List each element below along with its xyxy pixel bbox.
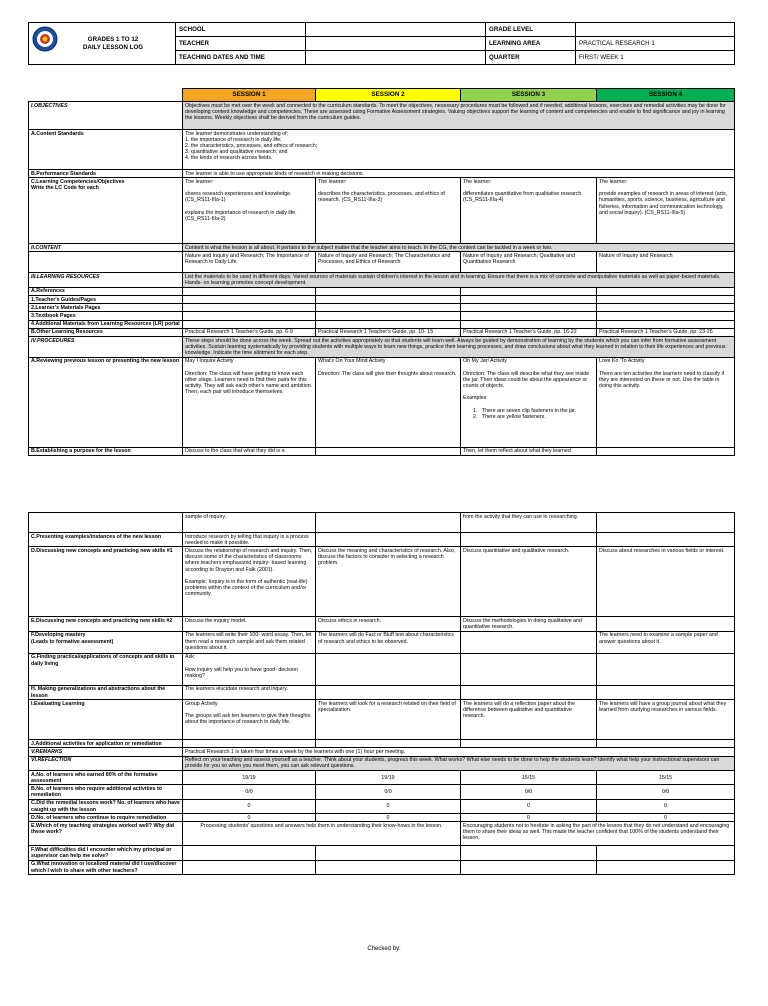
- content-session-3: Nature of Inquiry and Research; Qualitative and Quantitative Research: [461, 252, 597, 273]
- activity-text: Examples:: [463, 395, 488, 402]
- other-resources-session-3: Practical Research 1 Teacher's Guide, pp. 16-22: [461, 328, 597, 336]
- example-item: 2. There are yellow fasteners.: [473, 413, 546, 420]
- lesson-log-table-page-2: [28, 512, 735, 875]
- content-session-4: Nature of Inquiry and Research: [597, 252, 735, 273]
- content-standards-item: 2. the characteristics, processes, and ethics of research;: [185, 142, 318, 149]
- empty-cell: [316, 320, 461, 328]
- empty-cell: [461, 740, 597, 748]
- competencies-session-2: [316, 178, 461, 244]
- checked-by-label: Checked by:: [367, 946, 401, 952]
- remarks-row: [29, 748, 735, 756]
- reflection-d-session-4: 0: [597, 814, 735, 822]
- strategies-session-3-4: Encouraging students not to hesitate in asking the part of the lesson that they do not understand and encouraging them to share their ideas as well. This made the teacher confident that 100% of the students understand their lesson.: [461, 822, 735, 846]
- empty-cell: [183, 846, 316, 860]
- mastery-title: F.Developing mastery: [31, 632, 86, 639]
- competency-text: The learner:: [599, 178, 628, 185]
- empty-cell: [597, 617, 735, 631]
- activity-title: What's On Your Mind Activity: [318, 358, 386, 365]
- empty-cell: [461, 312, 597, 320]
- reflection-label: VI.REFLECTION: [29, 756, 183, 770]
- purpose-continued-session-3: from the activity that they can use in researching.: [461, 513, 597, 533]
- evaluating-session-2: The learners will look for a research related on their field of specialization.: [316, 700, 461, 740]
- discuss-2-session-1: Discuss the inquiry model.: [183, 617, 316, 631]
- examples-session-1: Introduce research by telling that inquiry is a process needed to make it possible.: [183, 533, 316, 547]
- learners-materials-row: [29, 304, 735, 312]
- strategies-label: E.Which of my teaching strategies worked well? Why did these work?: [29, 822, 183, 846]
- objectives-text: Objectives must be met over the week and connected to the curriculum standards. To meet the objectives, necessary procedures must be followed and if needed, additional lessons, exercises and remedial activities may be done for developing content knowledge and competencies. These are assessed using Formative Assessment strategies. Valuing objectives support the learning of content and competencies and enable to find significance and joy in learning the lessons. Weekly objectives shall be derived from the curriculum guides.: [183, 102, 735, 130]
- header-title-line-1: GRADES 1 TO 12: [87, 35, 139, 43]
- procedures-row: [29, 337, 735, 358]
- additional-activities-row: [29, 740, 735, 748]
- reflection-a-session-2: 19/19: [316, 771, 461, 785]
- content-topics-blank: [29, 252, 183, 273]
- performance-standards-row: [29, 170, 735, 178]
- empty-cell: [461, 287, 597, 295]
- reflection-b-label: B.No. of learners who require additional activities to remediation: [29, 785, 183, 799]
- content-standards-row: [29, 130, 735, 170]
- purpose-session-2: [316, 447, 461, 455]
- grade-level-label: GRADE LEVEL: [486, 23, 576, 37]
- empty-cell: [183, 304, 316, 312]
- empty-cell: [183, 860, 316, 874]
- empty-cell: [597, 312, 735, 320]
- purpose-row: [29, 447, 735, 455]
- reflection-row: [29, 756, 735, 770]
- purpose-session-1: Discuss to the class that what they did is a: [183, 447, 316, 455]
- lesson-log-table-page-1: [28, 88, 735, 456]
- other-resources-label: B.Other Learning Resources: [29, 328, 183, 336]
- evaluating-label: I.Evaluating Learning: [29, 700, 183, 740]
- activity-text: Direction: The class will describe what they see inside the jar. Their ideas could be about the appearance or counts of objects.: [463, 370, 590, 389]
- performance-standards-label: B.Performance Standards: [29, 170, 183, 178]
- purpose-continued-session-1: sample of inquiry.: [183, 513, 316, 533]
- evaluating-session-4: The learners will have a group journal about what they learned from studying researches in various fields.: [597, 700, 735, 740]
- empty-cell: [183, 296, 316, 304]
- content-session-2: Nature of Inquiry and Research; The Characteristics and Processes, and Ethics of Research: [316, 252, 461, 273]
- learners-materials-label: 2.Learner's Materials Pages: [29, 304, 183, 312]
- reflection-c-session-3: 0: [461, 799, 597, 813]
- content-session-1: Nature and Inquiry and Research; The Importance of Research in Daily Life: [183, 252, 316, 273]
- reviewing-session-1: [183, 357, 316, 447]
- empty-cell: [316, 685, 461, 699]
- evaluating-row: [29, 700, 735, 740]
- grade-level-value: [576, 23, 735, 37]
- mastery-session-2: The learners will do Fact or Bluff test about characteristics of research and ethics to be observed.: [316, 631, 461, 653]
- empty-cell: [316, 846, 461, 860]
- empty-cell: [316, 860, 461, 874]
- empty-cell: [183, 312, 316, 320]
- header-table: [28, 22, 735, 65]
- reflection-a-session-3: 15/15: [461, 771, 597, 785]
- empty-cell: [461, 653, 597, 685]
- example-text: There are seven clip fasteners in the jar.: [481, 407, 577, 414]
- competency-text: shares research experiences and knowledge. (CS_RS11-IIIa-1): [185, 191, 292, 204]
- learning-resources-label: III.LEARNING RESOURCES: [29, 273, 183, 287]
- school-label: SCHOOL: [176, 23, 306, 37]
- procedures-label: IV.PROCEDURES: [29, 337, 183, 358]
- session-header-blank: [29, 89, 183, 102]
- reflection-c-label: C.Did the remedial lessons work? No. of learners who have caught up with the lesson: [29, 799, 183, 813]
- header-title-cell: [29, 23, 176, 65]
- reflection-d-row: [29, 814, 735, 822]
- empty-cell: [461, 304, 597, 312]
- teachers-guide-label: 1.Teacher's Guides/Pages: [29, 296, 183, 304]
- references-label: A.References: [29, 287, 183, 295]
- objectives-label: I.OBJECTIVES: [29, 102, 183, 130]
- activity-title: Oh My Jar! Activity: [463, 358, 507, 365]
- teacher-label: TEACHER: [176, 37, 306, 51]
- evaluating-session-3: The learners will do a reflection paper about the difference between qualitative and quantitative research.: [461, 700, 597, 740]
- evaluating-session-1: [183, 700, 316, 740]
- content-topics-row: [29, 252, 735, 273]
- competencies-subtitle: Write the LC Code for each: [31, 184, 99, 191]
- school-value: [306, 23, 486, 37]
- activity-title: May I Inquire Activity: [185, 358, 234, 365]
- examples-row: [29, 533, 735, 547]
- applications-session-1: [183, 653, 316, 685]
- purpose-session-4: [597, 447, 735, 455]
- teaching-dates-value: [306, 51, 486, 65]
- empty-cell: [461, 846, 597, 860]
- competencies-session-1: [183, 178, 316, 244]
- teaching-dates-label: TEACHING DATES AND TIME: [176, 51, 306, 65]
- reflection-text: Reflect on your teaching and assess yourself as a teacher. Think about your students, progress this week. What works? What else needs to be done to help the students learn? Identify what help your instructional supervisors can provide for you so when you meet them, you can ask relevant questions.: [183, 756, 735, 770]
- empty-cell: [461, 685, 597, 699]
- difficulties-label: F.What difficulties did I encounter which my principal or supervisor can help me solve?: [29, 846, 183, 860]
- reviewing-session-2: [316, 357, 461, 447]
- empty-cell: [597, 533, 735, 547]
- empty-cell: [316, 296, 461, 304]
- content-row: [29, 244, 735, 252]
- empty-cell: [316, 653, 461, 685]
- learning-resources-row: [29, 273, 735, 287]
- other-resources-row: [29, 328, 735, 336]
- quarter-value: FIRST/ WEEK 1: [576, 51, 735, 65]
- empty-cell: [461, 860, 597, 874]
- competencies-session-3: [461, 178, 597, 244]
- mastery-subtitle: (Leads to formative assessment): [31, 638, 114, 645]
- activity-text: There are ten activities the learners need to classify if they are interested on these or not. Use the table in doing this activity.: [599, 370, 725, 389]
- mastery-label: [29, 631, 183, 653]
- other-resources-session-4: Practical Research 1 Teacher's Guide, pp. 23-26: [597, 328, 735, 336]
- empty-cell: [461, 533, 597, 547]
- session-4-header: SESSION 4: [597, 89, 735, 102]
- mastery-session-4: The learners need to examine a sample paper and answer questions about it.: [597, 631, 735, 653]
- strategies-session-1-2: Processing students' questions and answers help them in understanding their know-hows in the lesson.: [183, 822, 461, 846]
- strategies-row: [29, 822, 735, 846]
- competencies-session-4: [597, 178, 735, 244]
- competency-text: describes the characteristics, processes, and ethics of research. (CS_RS11-IIIa-3): [318, 191, 445, 204]
- discuss-2-session-3: Discuss the methodologies in doing qualitative and quantitative research.: [461, 617, 597, 631]
- reviewing-row: [29, 357, 735, 447]
- generalizations-row: [29, 685, 735, 699]
- reflection-b-session-3: 0/0: [461, 785, 597, 799]
- applications-text: Ask:: [185, 654, 196, 661]
- textbook-pages-label: 3.Textbook Pages: [29, 312, 183, 320]
- header-title-line-2: DAILY LESSON LOG: [82, 43, 144, 51]
- other-resources-session-1: Practical Research 1 Teacher's Guide, pp. 6-9: [183, 328, 316, 336]
- discuss-1-session-1: [183, 547, 316, 617]
- empty-cell: [597, 860, 735, 874]
- examples-label: C.Presenting examples/instances of the new lesson: [29, 533, 183, 547]
- empty-cell: [461, 631, 597, 653]
- procedures-text: These steps should be done across the week. Spread out the activities appropriately so that students will learn well. Always be guided by demonstration of learning by the students which you can infer from formative assessment activities. Sustain learning systematically by providing students with multiple ways to learn new things, practice their learning processes, and draw conclusions about what they learned in relation to their life experiences and previous knowledge. Indicate the time allotment for each step.: [183, 337, 735, 358]
- reflection-b-session-2: 0/0: [316, 785, 461, 799]
- reviewing-session-4: [597, 357, 735, 447]
- session-header-row: [29, 89, 735, 102]
- learning-area-label: LEARNING AREA: [486, 37, 576, 51]
- discuss-1-session-4: Discuss about researches in various fields or interest.: [597, 547, 735, 617]
- example-text: There are yellow fasteners.: [481, 413, 546, 420]
- competencies-label: [29, 178, 183, 244]
- content-standards-item: 3. quantitative and qualitative research; and: [185, 149, 288, 156]
- evaluating-text: The groups will ask ten learners to give their thoughts about the importance of research in daily life.: [185, 713, 311, 726]
- performance-standards-text: The learner is able to use appropriate kinds of research in making decisions.: [183, 170, 735, 178]
- empty-cell: [597, 296, 735, 304]
- empty-cell: [461, 320, 597, 328]
- session-2-header: SESSION 2: [316, 89, 461, 102]
- innovation-row: [29, 860, 735, 874]
- reflection-d-label: D.No. of learners who continue to require remediation: [29, 814, 183, 822]
- applications-label: G.Finding practical/applications of concepts and skills in daily living: [29, 653, 183, 685]
- applications-row: [29, 653, 735, 685]
- discuss-2-row: [29, 617, 735, 631]
- evaluating-text: Group Activity: [185, 700, 218, 707]
- discuss-2-session-2: Discuss ethics in research.: [316, 617, 461, 631]
- content-standards-text: [183, 130, 735, 170]
- empty-cell: [597, 685, 735, 699]
- empty-cell: [316, 287, 461, 295]
- additional-materials-row: [29, 320, 735, 328]
- other-resources-session-2: Practical Research 1 Teacher's Guide, pp. 10- 15: [316, 328, 461, 336]
- empty-cell: [316, 533, 461, 547]
- competency-text: differentiates quantitative from qualitative research. (CS_RS11-IIIa-4): [463, 191, 583, 204]
- activity-title: Love Ko 'To Activity: [599, 358, 645, 365]
- content-text: Content is what the lesson is all about. It pertains to the subject matter that the teacher aims to teach. In the CG, the content can be tackled in a week or two.: [183, 244, 735, 252]
- reflection-a-row: [29, 771, 735, 785]
- discuss-1-session-2: Discuss the meaning and characteristics of research. Also, discuss the factors to consider in selecting a research problem.: [316, 547, 461, 617]
- content-label: II.CONTENT: [29, 244, 183, 252]
- applications-text: How inquiry will help you to have good- decision making?: [185, 666, 298, 679]
- reflection-a-session-4: 15/15: [597, 771, 735, 785]
- objectives-row: [29, 102, 735, 130]
- remarks-text: Practical Research 1 is taken four times a week by the learners with one (1) hour per meeting.: [183, 748, 735, 756]
- purpose-label: B.Establishing a purpose for the lesson: [29, 447, 183, 455]
- competency-text: provide examples of research in areas of interest (arts, humanities, sports, science, business, agriculture and fisheries, information and communication technology, and social inquiry). (CS_RS11-IIIa-5): [599, 191, 728, 216]
- empty-cell: [183, 740, 316, 748]
- discuss-1-row: [29, 547, 735, 617]
- difficulties-row: [29, 846, 735, 860]
- example-item: 1. There are seven clip fasteners in the jar.: [473, 407, 577, 414]
- discuss-1-session-3: Discuss quantitative and qualitative research.: [461, 547, 597, 617]
- discuss-text: Discuss the relationship of research and inquiry. Then, discuss some of the characteristics of classrooms where teachers emphasized inquiry- based learning according to Drayton and Falk (2001).: [185, 547, 313, 573]
- remarks-label: V.REMARKS: [29, 748, 183, 756]
- empty-cell: [316, 312, 461, 320]
- reflection-b-session-1: 0/0: [183, 785, 316, 799]
- teachers-guide-row: [29, 296, 735, 304]
- reflection-b-session-4: 0/0: [597, 785, 735, 799]
- session-3-header: SESSION 3: [461, 89, 597, 102]
- empty-cell: [316, 304, 461, 312]
- mastery-session-1: The learners will write their 100- word essay. Then, let them read a research sample and ask them related questions about it.: [183, 631, 316, 653]
- competencies-row: [29, 178, 735, 244]
- reflection-c-session-2: 0: [316, 799, 461, 813]
- quarter-label: QUARTER: [486, 51, 576, 65]
- activity-text: Direction: The class will have getting to know each other stage. Learners need to find their pairs for this activity. They will ask each other's name and ambition. Then, each pair will introduce themselves.: [185, 370, 313, 396]
- teacher-value: [306, 37, 486, 51]
- empty-cell: [316, 513, 461, 533]
- reviewing-label: A.Reviewing previous lesson or presenting the new lesson: [29, 357, 183, 447]
- discuss-1-label: D.Discussing new concepts and practicing new skills #1: [29, 547, 183, 617]
- competency-text: The learner:: [185, 178, 214, 185]
- learning-area-value: PRACTICAL RESEARCH 1: [576, 37, 735, 51]
- innovation-label: G.What innovation or localized material did I use/discover which I wish to share with other teachers?: [29, 860, 183, 874]
- purpose-session-3: Then, let them reflect about what they learned: [461, 447, 597, 455]
- reflection-c-session-4: 0: [597, 799, 735, 813]
- reflection-b-row: [29, 785, 735, 799]
- competency-text: The learner:: [318, 178, 347, 185]
- empty-cell: [597, 513, 735, 533]
- empty-cell: [597, 320, 735, 328]
- competencies-title: C.Learning Competencies/Objectives: [31, 178, 125, 185]
- content-standards-intro: The learner demonstrates understanding of:: [185, 130, 289, 137]
- empty-cell: [183, 320, 316, 328]
- competency-text: The learner:: [463, 178, 492, 185]
- content-standards-label: A.Content Standards: [29, 130, 183, 170]
- reflection-a-label: A.No. of learners who earned 80% of the formative assessment: [29, 771, 183, 785]
- competency-text: explains the importance of research in daily life. (CS_RS11-IIIa-2): [185, 209, 297, 222]
- deped-seal-icon: [32, 26, 58, 52]
- learning-resources-text: List the materials to be used in different days. Varied sources of materials sustain children's interest in the lesson and in learning. Ensure that there is a mix of concrete and manipulative materials as well as paper-based materials. Hands- on learning promotes concept development.: [183, 273, 735, 287]
- mastery-row: [29, 631, 735, 653]
- empty-cell: [597, 287, 735, 295]
- discuss-text: Example: Inquiry is in the form of authentic (real-life) problems within the context of the curriculum and/or community.: [185, 578, 308, 598]
- empty-cell: [597, 740, 735, 748]
- empty-cell: [597, 846, 735, 860]
- purpose-continued-blank: [29, 513, 183, 533]
- empty-cell: [316, 740, 461, 748]
- reflection-c-session-1: 0: [183, 799, 316, 813]
- empty-cell: [597, 653, 735, 685]
- reflection-d-session-3: 0: [461, 814, 597, 822]
- additional-materials-label: 4.Additional Materials from Learning Resources (LR) portal: [29, 320, 183, 328]
- generalizations-label: H. Making generalizations and abstractions about the lesson: [29, 685, 183, 699]
- session-1-header: SESSION 1: [183, 89, 316, 102]
- empty-cell: [597, 304, 735, 312]
- reflection-d-session-1: 0: [183, 814, 316, 822]
- discuss-2-label: E.Discussing new concepts and practicing new skills #2: [29, 617, 183, 631]
- reviewing-session-3: [461, 357, 597, 447]
- reflection-d-session-2: 0: [316, 814, 461, 822]
- reflection-a-session-1: 19/19: [183, 771, 316, 785]
- generalizations-session-1: The learners elucidate research and inquiry.: [183, 685, 316, 699]
- empty-cell: [183, 287, 316, 295]
- textbook-pages-row: [29, 312, 735, 320]
- additional-activities-label: J.Additional activities for application or remediation: [29, 740, 183, 748]
- content-standards-item: 1. the importance of research in daily life;: [185, 136, 282, 143]
- purpose-continued-row: [29, 513, 735, 533]
- content-standards-item: 4. the kinds of research across fields.: [185, 155, 273, 162]
- empty-cell: [461, 296, 597, 304]
- references-row: [29, 287, 735, 295]
- activity-text: Direction: The class will give their thoughts about research.: [318, 370, 457, 377]
- reflection-c-row: [29, 799, 735, 813]
